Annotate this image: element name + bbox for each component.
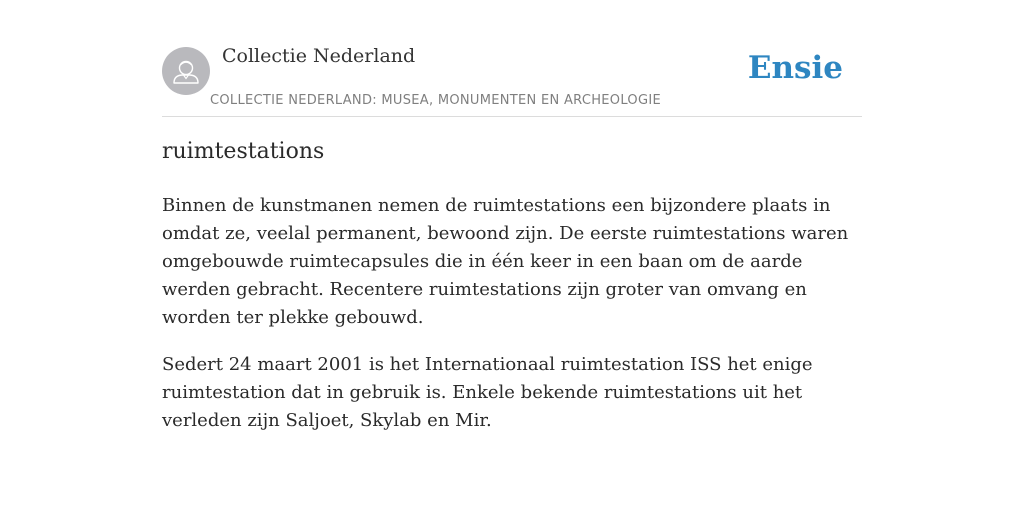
avatar-silhouette-icon — [162, 47, 210, 95]
page-content — [162, 0, 862, 431]
article-body — [162, 192, 864, 454]
collection-name[interactable]: COLLECTIE NEDERLAND: MUSEA, MONUMENTEN EN ARCHEOLOGIE — [210, 93, 661, 108]
article-paragraph: Binnen de kunstmanen nemen de ruimtestations een bijzondere plaats in omdat ze, veelal permanent, bewoond zijn. De eerste ruimtestations waren omgebouwde ruimtecapsules die in één keer in een baan om de aarde werden gebracht. Recentere ruimtestations zijn groter van omvang en worden ter plekke gebouwd. — [162, 195, 849, 328]
user-avatar-icon[interactable] — [162, 47, 210, 95]
author-name[interactable]: Collectie Nederland — [222, 45, 416, 67]
ensie-logo[interactable]: Ensie — [747, 50, 843, 86]
page-title: ruimtestations — [162, 139, 325, 164]
article-header — [162, 0, 862, 117]
article-paragraph: Sedert 24 maart 2001 is het Internationaal ruimtestation ISS het enige ruimtestation dat in gebruik is. Enkele bekende ruimtestations uit het verleden zijn Saljoet, Skylab en Mir. — [162, 354, 813, 431]
